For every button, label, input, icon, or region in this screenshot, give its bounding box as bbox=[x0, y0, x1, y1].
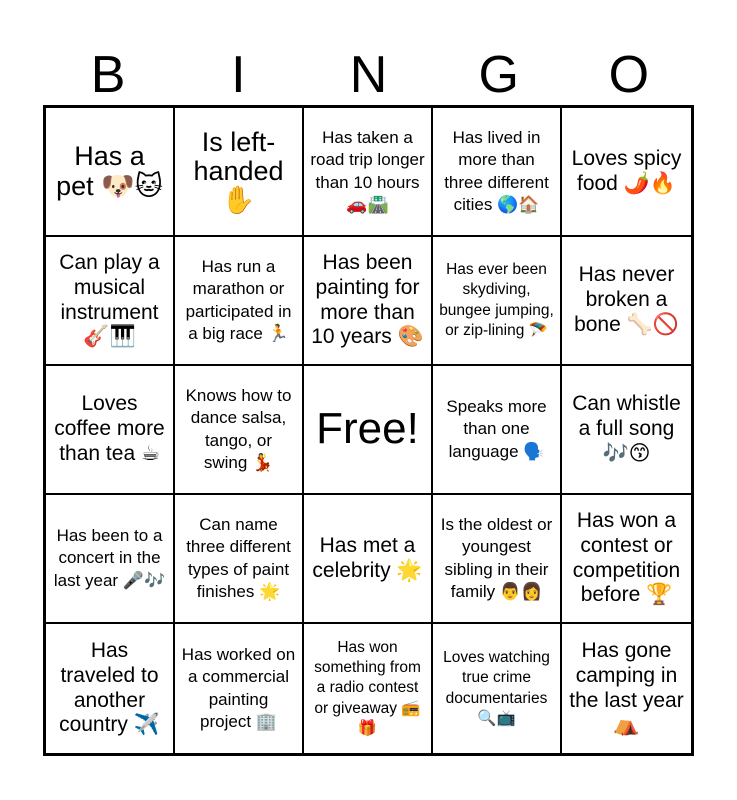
bingo-cell[interactable] bbox=[175, 366, 304, 495]
bingo-cell[interactable] bbox=[304, 108, 433, 237]
free-space[interactable] bbox=[304, 366, 433, 495]
bingo-cell[interactable] bbox=[175, 495, 304, 624]
bingo-cell[interactable] bbox=[433, 237, 562, 366]
bingo-cell[interactable] bbox=[562, 495, 691, 624]
bingo-cell[interactable] bbox=[562, 624, 691, 753]
free-space-label: Free! bbox=[316, 404, 419, 454]
cell-text: Loves spicy food 🌶️🔥 bbox=[571, 146, 682, 195]
cell-text: Has met a celebrity 🌟 bbox=[312, 533, 423, 582]
cell-text: Loves coffee more than tea ☕ bbox=[54, 392, 165, 465]
bingo-cell[interactable] bbox=[433, 108, 562, 237]
cell-text: Has gone camping in the last year ⛺ bbox=[569, 638, 684, 737]
cell-text: Has run a marathon or participated in a big race 🏃 bbox=[185, 257, 292, 343]
bingo-cell[interactable] bbox=[562, 108, 691, 237]
bingo-cell[interactable] bbox=[175, 237, 304, 366]
cell-text: Has ever been skydiving, bungee jumping, or zip-lining 🪂 bbox=[439, 261, 554, 339]
cell-text: Has traveled to another country ✈️ bbox=[59, 638, 160, 737]
bingo-cell[interactable] bbox=[304, 237, 433, 366]
header-letter-n: N bbox=[349, 46, 388, 104]
bingo-cell[interactable] bbox=[46, 366, 175, 495]
header-letter-o: O bbox=[608, 46, 650, 104]
cell-text: Can name three different types of paint finishes 🌟 bbox=[186, 515, 291, 601]
header-letter-g: G bbox=[478, 46, 519, 104]
bingo-cell[interactable] bbox=[562, 366, 691, 495]
bingo-header bbox=[43, 45, 694, 105]
bingo-cell[interactable] bbox=[46, 624, 175, 753]
bingo-cell[interactable] bbox=[304, 495, 433, 624]
cell-text: Has a pet 🐶🐱 bbox=[56, 141, 163, 201]
cell-text: Can play a musical instrument 🎸🎹 bbox=[59, 250, 160, 349]
cell-text: Has worked on a commercial painting project 🏢 bbox=[181, 645, 296, 731]
cell-text: Is the oldest or youngest sibling in their family 👨👩 bbox=[440, 515, 553, 601]
cell-text: Has never broken a bone 🦴🚫 bbox=[574, 263, 679, 336]
bingo-board bbox=[43, 105, 694, 756]
header-letter-i: I bbox=[231, 46, 246, 104]
bingo-cell[interactable] bbox=[46, 495, 175, 624]
cell-text: Speaks more than one language 🗣️ bbox=[446, 397, 547, 461]
cell-text: Loves watching true crime documentaries 🔍📺 bbox=[443, 649, 550, 727]
bingo-cell[interactable] bbox=[175, 108, 304, 237]
cell-text: Has been to a concert in the last year 🎤🎶 bbox=[53, 526, 166, 590]
cell-text: Has been painting for more than 10 years 🎨 bbox=[311, 250, 424, 349]
cell-text: Can whistle a full song 🎶😙 bbox=[572, 392, 681, 465]
bingo-cell[interactable] bbox=[175, 624, 304, 753]
cell-text: Has lived in more than three different cities 🌎🏠 bbox=[444, 128, 549, 214]
cell-text: Is left-handed ✋ bbox=[193, 126, 284, 216]
bingo-cell[interactable] bbox=[46, 108, 175, 237]
bingo-cell[interactable] bbox=[46, 237, 175, 366]
header-letter-b: B bbox=[90, 46, 126, 104]
bingo-cell[interactable] bbox=[433, 366, 562, 495]
cell-text: Has taken a road trip longer than 10 hours 🚗🛣️ bbox=[310, 128, 425, 214]
bingo-cell[interactable] bbox=[562, 237, 691, 366]
bingo-cell[interactable] bbox=[433, 624, 562, 753]
bingo-cell[interactable] bbox=[304, 624, 433, 753]
bingo-cell[interactable] bbox=[433, 495, 562, 624]
cell-text: Knows how to dance salsa, tango, or swing 💃 bbox=[185, 386, 292, 472]
cell-text: Has won something from a radio contest or giveaway 📻🎁 bbox=[314, 639, 421, 737]
cell-text: Has won a contest or competition before 🏆 bbox=[572, 508, 681, 607]
